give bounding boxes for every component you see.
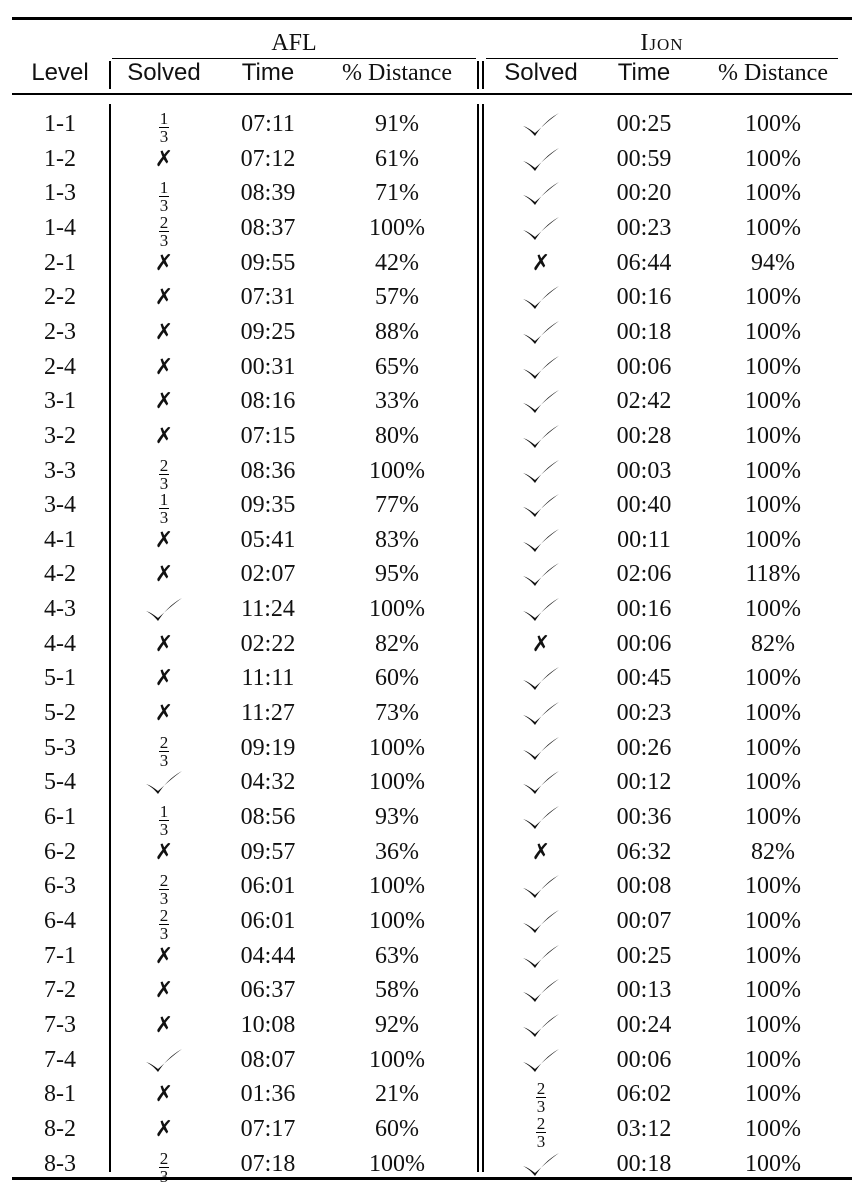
check-icon <box>521 1012 561 1040</box>
ijon-time-cell: 00:06 <box>616 1047 672 1073</box>
level-cell: 6-1 <box>44 804 76 830</box>
afl-solved-cell <box>109 908 219 941</box>
afl-distance-cell: 36% <box>375 839 419 865</box>
ijon-time-cell: 00:26 <box>616 735 672 761</box>
bottom-rule <box>12 1177 852 1180</box>
divider-double-b-body <box>482 104 484 1172</box>
level-cell: 7-3 <box>44 1012 76 1038</box>
ijon-time-cell: 00:08 <box>616 873 672 899</box>
ijon-solved-cell <box>486 1081 596 1114</box>
header-afl-solved: Solved <box>127 59 201 86</box>
ijon-solved-cell <box>486 215 596 243</box>
header-ijon-distance: % Distance <box>718 60 828 86</box>
afl-solved-cell <box>109 665 219 692</box>
ijon-time-cell: 00:18 <box>616 1151 672 1177</box>
afl-time-cell: 09:19 <box>240 735 296 761</box>
level-cell: 7-1 <box>44 943 76 969</box>
afl-distance-cell: 21% <box>375 1081 419 1107</box>
afl-solved-cell <box>109 631 219 658</box>
afl-distance-cell: 77% <box>375 492 419 518</box>
cross-icon: ✗ <box>154 978 174 1003</box>
cross-icon: ✗ <box>154 666 174 691</box>
ijon-distance-cell: 100% <box>745 284 801 310</box>
ijon-solved-cell <box>486 111 596 139</box>
afl-time-cell: 04:44 <box>240 943 296 969</box>
ijon-solved-cell <box>486 769 596 797</box>
check-icon <box>521 561 561 589</box>
afl-time-cell: 09:55 <box>240 250 296 276</box>
afl-time-cell: 02:22 <box>240 631 296 657</box>
afl-solved-cell <box>109 319 219 346</box>
check-icon <box>521 319 561 347</box>
afl-solved-cell <box>109 180 219 213</box>
level-cell: 1-1 <box>44 111 76 137</box>
afl-time-cell: 10:08 <box>240 1012 296 1038</box>
ijon-time-cell: 02:42 <box>616 388 672 414</box>
ijon-solved-cell <box>486 180 596 208</box>
cross-icon: ✗ <box>154 355 174 380</box>
ijon-time-cell: 00:45 <box>616 665 672 691</box>
ijon-distance-cell: 100% <box>745 977 801 1003</box>
afl-time-cell: 08:16 <box>240 388 296 414</box>
afl-time-cell: 06:01 <box>240 908 296 934</box>
afl-distance-cell: 61% <box>375 146 419 172</box>
cross-icon: ✗ <box>154 632 174 657</box>
ijon-time-cell: 00:13 <box>616 977 672 1003</box>
check-icon <box>144 596 184 624</box>
afl-solved-cell <box>109 769 219 797</box>
afl-solved-cell <box>109 284 219 311</box>
ijon-distance-cell: 100% <box>745 111 801 137</box>
check-icon <box>521 596 561 624</box>
ijon-solved-cell <box>486 527 596 555</box>
afl-solved-cell <box>109 458 219 491</box>
cross-icon: ✗ <box>154 320 174 345</box>
check-icon <box>521 458 561 486</box>
ijon-distance-cell: 118% <box>745 561 801 587</box>
ijon-time-cell: 06:44 <box>616 250 672 276</box>
ijon-distance-cell: 100% <box>745 527 801 553</box>
afl-solved-cell <box>109 354 219 381</box>
cross-icon: ✗ <box>531 632 551 657</box>
level-cell: 6-3 <box>44 873 76 899</box>
ijon-distance-cell: 100% <box>745 215 801 241</box>
level-cell: 3-2 <box>44 423 76 449</box>
divider-double-a-body <box>477 104 479 1172</box>
level-cell: 2-2 <box>44 284 76 310</box>
cross-icon: ✗ <box>154 840 174 865</box>
check-icon <box>521 735 561 763</box>
ijon-solved-cell <box>486 735 596 763</box>
check-icon <box>521 146 561 174</box>
check-icon <box>521 388 561 416</box>
cross-icon: ✗ <box>154 562 174 587</box>
cross-icon: ✗ <box>531 251 551 276</box>
check-icon <box>521 284 561 312</box>
afl-distance-cell: 57% <box>375 284 419 310</box>
cross-icon: ✗ <box>154 944 174 969</box>
fraction: $\frac{1}{3}$ <box>159 802 169 839</box>
ijon-distance-cell: 100% <box>745 1151 801 1177</box>
cross-icon: ✗ <box>154 285 174 310</box>
level-cell: 5-1 <box>44 665 76 691</box>
ijon-time-cell: 00:25 <box>616 943 672 969</box>
ijon-distance-cell: 100% <box>745 943 801 969</box>
ijon-time-cell: 00:07 <box>616 908 672 934</box>
ijon-time-cell: 00:59 <box>616 146 672 172</box>
ijon-distance-cell: 82% <box>751 839 795 865</box>
afl-distance-cell: 71% <box>375 180 419 206</box>
fraction: $\frac{2}{3}$ <box>536 1114 546 1151</box>
cross-icon: ✗ <box>154 1082 174 1107</box>
afl-time-cell: 08:56 <box>240 804 296 830</box>
afl-solved-cell <box>109 1012 219 1039</box>
ijon-solved-cell <box>486 492 596 520</box>
ijon-solved-cell <box>486 388 596 416</box>
level-cell: 5-2 <box>44 700 76 726</box>
level-cell: 2-1 <box>44 250 76 276</box>
afl-solved-cell <box>109 492 219 525</box>
fraction: $\frac{1}{3}$ <box>159 178 169 215</box>
ijon-distance-cell: 100% <box>745 769 801 795</box>
afl-distance-cell: 92% <box>375 1012 419 1038</box>
ijon-solved-cell <box>486 354 596 382</box>
level-cell: 4-1 <box>44 527 76 553</box>
afl-solved-cell <box>109 561 219 588</box>
ijon-time-cell: 00:23 <box>616 215 672 241</box>
check-icon <box>521 700 561 728</box>
afl-solved-cell <box>109 735 219 768</box>
level-cell: 3-3 <box>44 458 76 484</box>
ijon-time-cell: 00:11 <box>617 527 671 553</box>
ijon-solved-cell <box>486 319 596 347</box>
ijon-distance-cell: 94% <box>751 250 795 276</box>
level-cell: 1-3 <box>44 180 76 206</box>
ijon-distance-cell: 100% <box>745 1081 801 1107</box>
header-ijon-time: Time <box>617 59 671 86</box>
afl-solved-cell <box>109 1081 219 1108</box>
afl-distance-cell: 100% <box>369 596 425 622</box>
afl-time-cell: 11:27 <box>241 700 295 726</box>
check-icon <box>521 180 561 208</box>
fraction: $\frac{2}{3}$ <box>159 906 169 943</box>
header-afl-distance: % Distance <box>342 60 452 86</box>
afl-time-cell: 02:07 <box>240 561 296 587</box>
level-cell: 6-2 <box>44 839 76 865</box>
afl-distance-cell: 65% <box>375 354 419 380</box>
afl-distance-cell: 80% <box>375 423 419 449</box>
afl-distance-cell: 60% <box>375 1116 419 1142</box>
ijon-solved-cell <box>486 977 596 1005</box>
afl-solved-cell <box>109 250 219 277</box>
afl-distance-cell: 82% <box>375 631 419 657</box>
afl-distance-cell: 100% <box>369 769 425 795</box>
ijon-solved-cell <box>486 908 596 936</box>
ijon-distance-cell: 100% <box>745 388 801 414</box>
check-icon <box>521 215 561 243</box>
ijon-distance-cell: 100% <box>745 423 801 449</box>
afl-distance-cell: 88% <box>375 319 419 345</box>
check-icon <box>521 908 561 936</box>
ijon-time-cell: 00:03 <box>616 458 672 484</box>
ijon-solved-cell <box>486 250 596 277</box>
ijon-solved-cell <box>486 700 596 728</box>
afl-time-cell: 04:32 <box>240 769 296 795</box>
check-icon <box>521 354 561 382</box>
afl-solved-cell <box>109 700 219 727</box>
ijon-time-cell: 00:20 <box>616 180 672 206</box>
level-cell: 3-4 <box>44 492 76 518</box>
afl-distance-cell: 100% <box>369 1151 425 1177</box>
check-icon <box>144 769 184 797</box>
ijon-distance-cell: 100% <box>745 735 801 761</box>
ijon-distance-cell: 100% <box>745 596 801 622</box>
afl-time-cell: 07:11 <box>241 111 295 137</box>
fraction: $\frac{2}{3}$ <box>159 456 169 493</box>
ijon-distance-cell: 100% <box>745 354 801 380</box>
cross-icon: ✗ <box>154 251 174 276</box>
afl-distance-cell: 91% <box>375 111 419 137</box>
ijon-time-cell: 00:16 <box>616 596 672 622</box>
afl-time-cell: 00:31 <box>240 354 296 380</box>
afl-solved-cell <box>109 596 219 624</box>
level-cell: 7-2 <box>44 977 76 1003</box>
check-icon <box>521 1151 561 1179</box>
ijon-time-cell: 00:36 <box>616 804 672 830</box>
header-rule <box>12 93 852 95</box>
afl-time-cell: 07:12 <box>240 146 296 172</box>
check-icon <box>521 873 561 901</box>
afl-distance-cell: 93% <box>375 804 419 830</box>
check-icon <box>521 943 561 971</box>
afl-distance-cell: 100% <box>369 908 425 934</box>
afl-distance-cell: 95% <box>375 561 419 587</box>
afl-distance-cell: 58% <box>375 977 419 1003</box>
fraction: $\frac{1}{3}$ <box>159 109 169 146</box>
ijon-time-cell: 00:06 <box>616 631 672 657</box>
ijon-solved-cell <box>486 943 596 971</box>
afl-time-cell: 08:37 <box>240 215 296 241</box>
fraction: $\frac{1}{3}$ <box>159 490 169 527</box>
ijon-solved-cell <box>486 284 596 312</box>
cross-icon: ✗ <box>531 840 551 865</box>
level-cell: 7-4 <box>44 1047 76 1073</box>
divider-double-a <box>477 61 479 89</box>
level-cell: 2-3 <box>44 319 76 345</box>
afl-time-cell: 07:17 <box>240 1116 296 1142</box>
ijon-time-cell: 06:02 <box>616 1081 672 1107</box>
afl-time-cell: 07:18 <box>240 1151 296 1177</box>
afl-solved-cell <box>109 839 219 866</box>
header-ijon-solved: Solved <box>504 59 578 86</box>
afl-distance-cell: 63% <box>375 943 419 969</box>
level-cell: 4-3 <box>44 596 76 622</box>
level-cell: 3-1 <box>44 388 76 414</box>
ijon-distance-cell: 100% <box>745 1047 801 1073</box>
ijon-solved-cell <box>486 839 596 866</box>
ijon-time-cell: 00:28 <box>616 423 672 449</box>
afl-distance-cell: 100% <box>369 735 425 761</box>
check-icon <box>521 423 561 451</box>
afl-solved-cell <box>109 146 219 173</box>
afl-time-cell: 08:39 <box>240 180 296 206</box>
afl-solved-cell <box>109 111 219 144</box>
ijon-time-cell: 00:24 <box>616 1012 672 1038</box>
afl-distance-cell: 33% <box>375 388 419 414</box>
check-icon <box>521 527 561 555</box>
afl-distance-cell: 100% <box>369 873 425 899</box>
ijon-time-cell: 00:40 <box>616 492 672 518</box>
ijon-solved-cell <box>486 458 596 486</box>
ijon-time-cell: 00:18 <box>616 319 672 345</box>
ijon-distance-cell: 100% <box>745 458 801 484</box>
afl-solved-cell <box>109 977 219 1004</box>
ijon-distance-cell: 100% <box>745 492 801 518</box>
check-icon <box>521 804 561 832</box>
ijon-solved-cell <box>486 631 596 658</box>
ijon-solved-cell <box>486 1012 596 1040</box>
afl-time-cell: 09:57 <box>240 839 296 865</box>
ijon-distance-cell: 100% <box>745 1116 801 1142</box>
level-cell: 6-4 <box>44 908 76 934</box>
afl-solved-cell <box>109 215 219 248</box>
ijon-time-cell: 03:12 <box>616 1116 672 1142</box>
divider-level <box>109 61 111 89</box>
cross-icon: ✗ <box>154 701 174 726</box>
afl-solved-cell <box>109 423 219 450</box>
ijon-distance-cell: 100% <box>745 146 801 172</box>
afl-distance-cell: 100% <box>369 1047 425 1073</box>
check-icon <box>521 492 561 520</box>
ijon-solved-cell <box>486 1047 596 1075</box>
afl-time-cell: 06:01 <box>240 873 296 899</box>
fraction: 2 <box>159 1149 169 1168</box>
afl-solved-cell <box>109 388 219 415</box>
ijon-solved-cell <box>486 561 596 589</box>
afl-time-cell: 07:31 <box>240 284 296 310</box>
cross-icon: ✗ <box>154 528 174 553</box>
check-icon <box>521 665 561 693</box>
afl-time-cell: 06:37 <box>240 977 296 1003</box>
group-header-afl: AFL <box>271 30 317 56</box>
level-cell: 4-2 <box>44 561 76 587</box>
ijon-distance-cell: 82% <box>751 631 795 657</box>
level-cell: 2-4 <box>44 354 76 380</box>
divider-double-b <box>482 61 484 89</box>
afl-distance-cell: 60% <box>375 665 419 691</box>
level-cell: 1-2 <box>44 146 76 172</box>
ijon-time-cell: 02:06 <box>616 561 672 587</box>
ijon-distance-cell: 100% <box>745 319 801 345</box>
afl-distance-cell: 100% <box>369 215 425 241</box>
afl-time-cell: 01:36 <box>240 1081 296 1107</box>
afl-distance-cell: 42% <box>375 250 419 276</box>
ijon-time-cell: 00:06 <box>616 354 672 380</box>
header-afl-time: Time <box>241 59 295 86</box>
ijon-solved-cell <box>486 146 596 174</box>
afl-time-cell: 07:15 <box>240 423 296 449</box>
level-cell: 5-4 <box>44 769 76 795</box>
level-cell: 5-3 <box>44 735 76 761</box>
check-icon <box>521 111 561 139</box>
ijon-time-cell: 00:16 <box>616 284 672 310</box>
afl-solved-cell <box>109 1047 219 1075</box>
ijon-solved-cell <box>486 596 596 624</box>
ijon-time-cell: 00:12 <box>616 769 672 795</box>
check-icon <box>521 1047 561 1075</box>
cross-icon: ✗ <box>154 424 174 449</box>
level-cell: 8-1 <box>44 1081 76 1107</box>
ijon-solved-cell <box>486 423 596 451</box>
afl-distance-cell: 73% <box>375 700 419 726</box>
ijon-solved-cell <box>486 1151 596 1179</box>
ijon-time-cell: 00:25 <box>616 111 672 137</box>
level-cell: 1-4 <box>44 215 76 241</box>
ijon-time-cell: 00:23 <box>616 700 672 726</box>
cross-icon: ✗ <box>154 1117 174 1142</box>
ijon-time-cell: 06:32 <box>616 839 672 865</box>
afl-time-cell: 05:41 <box>240 527 296 553</box>
fraction: $\frac{2}{3}$ <box>159 213 169 250</box>
level-cell: 4-4 <box>44 631 76 657</box>
afl-distance-cell: 83% <box>375 527 419 553</box>
afl-solved-cell <box>109 527 219 554</box>
ijon-distance-cell: 100% <box>745 665 801 691</box>
cross-icon: ✗ <box>154 389 174 414</box>
check-icon <box>521 977 561 1005</box>
fraction: $\frac{2}{3}$ <box>159 871 169 908</box>
ijon-distance-cell: 100% <box>745 1012 801 1038</box>
cross-icon: ✗ <box>154 147 174 172</box>
afl-time-cell: 08:36 <box>240 458 296 484</box>
check-icon <box>144 1047 184 1075</box>
afl-time-cell: 08:07 <box>240 1047 296 1073</box>
header-level: Level <box>31 59 89 86</box>
afl-solved-cell <box>109 873 219 906</box>
cross-icon: ✗ <box>154 1013 174 1038</box>
fraction: $\frac{2}{3}$ <box>536 1079 546 1116</box>
afl-solved-cell <box>109 804 219 837</box>
ijon-solved-cell <box>486 873 596 901</box>
afl-solved-cell <box>109 1116 219 1143</box>
afl-distance-cell: 100% <box>369 458 425 484</box>
top-rule <box>12 17 852 20</box>
ijon-distance-cell: 100% <box>745 180 801 206</box>
afl-solved-cell <box>109 943 219 970</box>
afl-time-cell: 09:35 <box>240 492 296 518</box>
afl-time-cell: 11:11 <box>241 665 295 691</box>
level-cell: 8-3 <box>44 1151 76 1177</box>
level-cell: 8-2 <box>44 1116 76 1142</box>
afl-time-cell: 11:24 <box>241 596 295 622</box>
afl-time-cell: 09:25 <box>240 319 296 345</box>
fraction: $\frac{2}{3}$ <box>159 733 169 770</box>
ijon-solved-cell <box>486 1116 596 1149</box>
ijon-distance-cell: 100% <box>745 804 801 830</box>
group-header-ijon: Ijon <box>640 30 684 56</box>
ijon-solved-cell <box>486 804 596 832</box>
ijon-solved-cell <box>486 665 596 693</box>
check-icon <box>521 769 561 797</box>
ijon-distance-cell: 100% <box>745 873 801 899</box>
ijon-distance-cell: 100% <box>745 700 801 726</box>
ijon-distance-cell: 100% <box>745 908 801 934</box>
